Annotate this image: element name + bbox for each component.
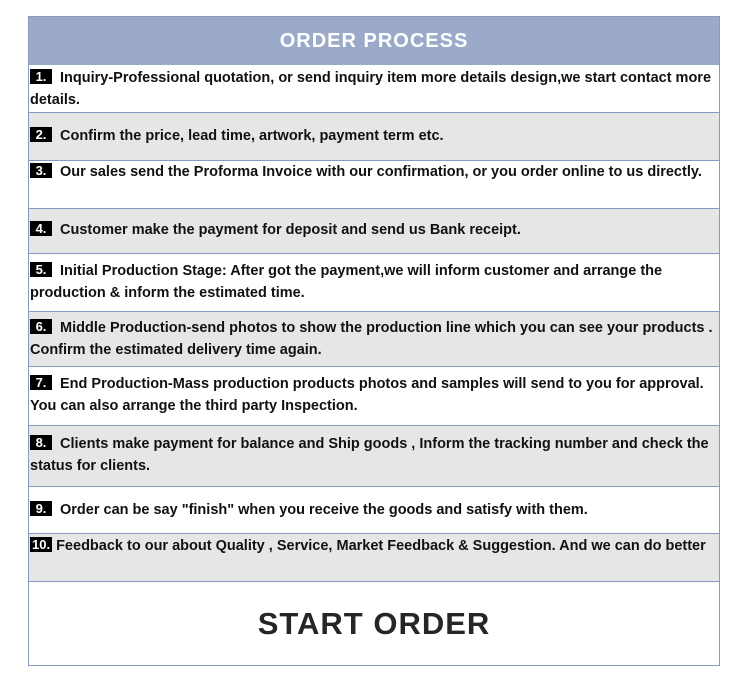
step-8 — [29, 426, 719, 487]
step-text: Initial Production Stage: After got the payment,we will inform customer and arrange the production & inform the estimated time. — [30, 263, 663, 301]
step-5 — [29, 254, 719, 312]
step-9 — [29, 487, 719, 534]
page-title: ORDER PROCESS — [29, 17, 719, 65]
step-text: End Production-Mass production products photos and samples will send to you for approval. You can also arrange the third party Inspection. — [30, 376, 704, 414]
step-number: 9. — [30, 501, 52, 516]
step-number: 6. — [30, 319, 52, 334]
step-text: Inquiry-Professional quotation, or send inquiry item more details design,we start contact more details. — [30, 70, 712, 108]
step-6 — [29, 312, 719, 367]
step-text: Feedback to our about Quality , Service, Market Feedback & Suggestion. And we can do better — [56, 538, 706, 554]
step-number: 5. — [30, 262, 52, 277]
step-text: Order can be say "finish" when you receive the goods and satisfy with them. — [60, 502, 588, 518]
step-number: 4. — [30, 221, 52, 236]
step-number: 1. — [30, 69, 52, 84]
step-4 — [29, 209, 719, 254]
start-order-button[interactable]: START ORDER — [257, 606, 491, 641]
step-number: 2. — [30, 127, 52, 142]
step-7 — [29, 367, 719, 426]
step-number: 3. — [30, 163, 52, 178]
step-1 — [29, 65, 719, 113]
step-number: 8. — [30, 435, 52, 450]
step-text: Customer make the payment for deposit and send us Bank receipt. — [60, 222, 521, 238]
step-text: Our sales send the Proforma Invoice with our confirmation, or you order online to us directly. — [60, 164, 702, 180]
step-number: 7. — [30, 375, 52, 390]
step-number: 10. — [32, 537, 51, 552]
step-2 — [29, 113, 719, 161]
step-text: Middle Production-send photos to show the production line which you can see your products . Confirm the estimated delivery time again. — [30, 320, 713, 358]
order-process-panel — [28, 16, 720, 666]
step-text: Confirm the price, lead time, artwork, payment term etc. — [60, 128, 444, 144]
step-text: Clients make payment for balance and Ship goods , Inform the tracking number and check the status for clients. — [30, 436, 709, 474]
step-3 — [29, 161, 719, 209]
step-10 — [29, 534, 719, 582]
